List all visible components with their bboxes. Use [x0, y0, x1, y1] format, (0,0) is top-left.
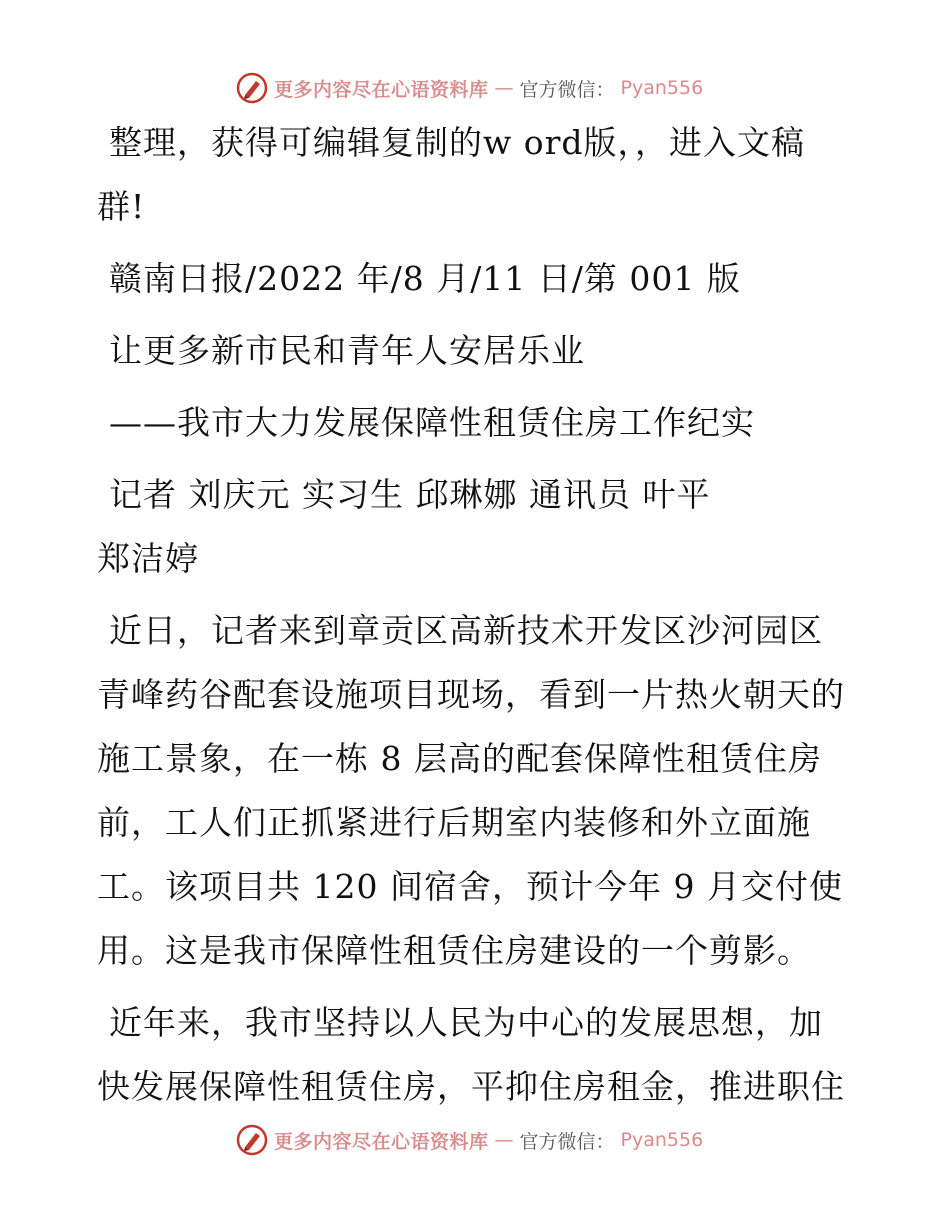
header-watermark [236, 72, 703, 104]
note-line-continued: 群! [97, 187, 146, 226]
article-subtitle: ——我市大力发展保障性租赁住房工作纪实 [109, 403, 755, 442]
watermark-label: 官方微信： [519, 1130, 615, 1153]
paragraph-line: 前，工人们正抓紧进行后期室内装修和外立面施 [97, 803, 811, 842]
paragraph-1 [97, 608, 857, 974]
footer-watermark [236, 1124, 703, 1156]
paragraph-line: 快发展保障性租赁住房，平抑住房租金，推进职住 [97, 1067, 845, 1106]
watermark-separator: — [494, 1129, 514, 1151]
watermark-wechat-id: Pyan556 [620, 77, 704, 99]
article-title: 让更多新市民和青年人安居乐业 [109, 331, 585, 370]
paragraph-line: 近日，记者来到章贡区高新技术开发区沙河园区 [109, 611, 823, 650]
pen-logo-icon [236, 1124, 268, 1156]
byline-continued: 郑洁婷 [97, 539, 199, 578]
paragraph-line: 工。该项目共 120 间宿舍，预计今年 9 月交付使 [97, 867, 843, 906]
paragraph-line: 施工景象，在一栋 8 层高的配套保障性租赁住房 [97, 739, 822, 778]
byline: 记者 刘庆元 实习生 邱琳娜 通讯员 叶平 [109, 475, 711, 514]
watermark-text: 更多内容尽在心语资料库 [274, 78, 489, 101]
watermark-wechat-id: Pyan556 [620, 1129, 704, 1151]
note-line: 整理，获得可编辑复制的w ord版，，进入文稿 [109, 123, 806, 162]
paragraph-2 [97, 1000, 857, 1110]
paragraph-line: 用。这是我市保障性租赁住房建设的一个剪影。 [97, 931, 811, 970]
watermark-text: 更多内容尽在心语资料库 [274, 1130, 489, 1153]
pen-logo-icon [236, 72, 268, 104]
source-line: 赣南日报/2022 年/8 月/11 日/第 001 版 [109, 259, 741, 298]
watermark-label: 官方微信： [519, 78, 615, 101]
article-body [97, 120, 857, 1110]
paragraph-line: 青峰药谷配套设施项目现场，看到一片热火朝天的 [97, 675, 845, 714]
watermark-separator: — [494, 77, 514, 99]
paragraph-line: 近年来，我市坚持以人民为中心的发展思想，加 [109, 1003, 823, 1042]
